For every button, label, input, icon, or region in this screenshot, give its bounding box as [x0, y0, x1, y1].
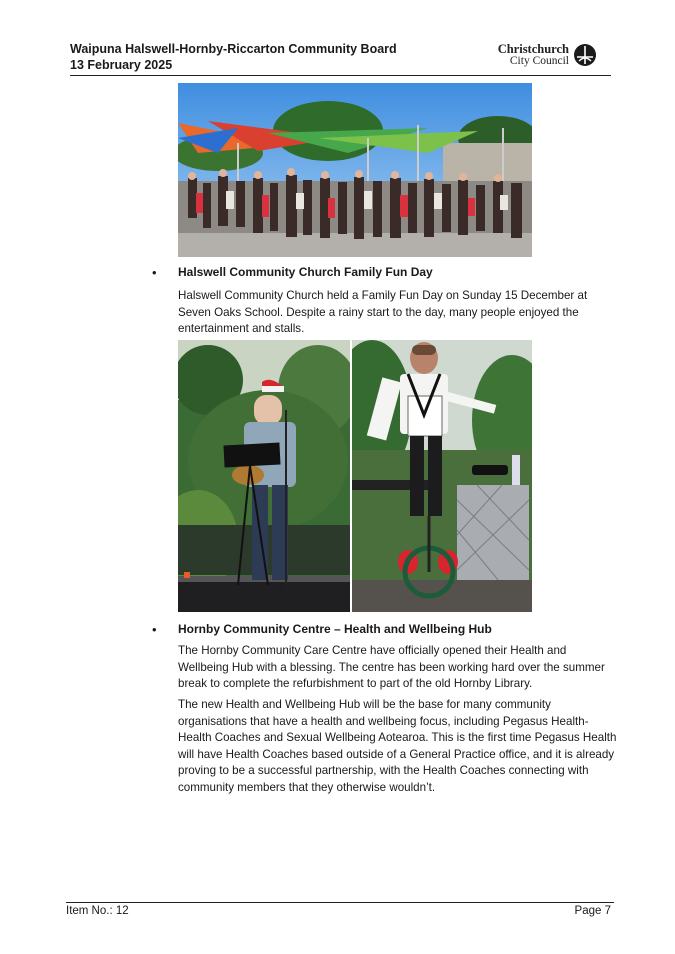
page-footer [66, 902, 614, 918]
unicycle-performer-photo [352, 340, 532, 612]
logo-line-2: City Council [509, 55, 569, 67]
item-number: Item No.: 12 [66, 905, 129, 917]
logo-line-1: Christchurch [497, 42, 569, 56]
page-header [70, 42, 611, 76]
council-logo [489, 42, 599, 70]
section-paragraph: The Hornby Community Care Centre have officially opened their Health and Wellbeing Hub with a blessing. The centre has been working hard over the summer break to complete the refurbishment to part of the old Hornby Library. [178, 644, 605, 690]
section-paragraph: The new Health and Wellbeing Hub will be the base for many community organisations that have a health and wellbeing focus, including Pegasus Health-Health Coaches and Sexual Wellbeing Aotearoa. This is the first time Pegasus Health will have Health Coaches based outside of a General Practice office, and it is already proving to be a successful partnership, with the Health Coaches connecting with community members that they otherwise wouldn’t. [178, 698, 617, 794]
cathedral-emblem-icon [573, 43, 597, 67]
musician-performer-photo [178, 340, 350, 612]
bullet-marker: • [152, 622, 157, 637]
section-paragraph: Halswell Community Church held a Family Fun Day on Sunday 15 December at Seven Oaks School. Despite a rainy start to the day, many people enjoyed the entertainment and stalls. [178, 289, 588, 335]
section-heading: Hornby Community Centre – Health and Wellbeing Hub [178, 622, 492, 636]
board-title: Waipuna Halswell-Hornby-Riccarton Community Board [70, 42, 397, 56]
page-number: Page 7 [574, 905, 611, 917]
section-heading: Halswell Community Church Family Fun Day [178, 265, 433, 279]
bullet-marker: • [152, 265, 157, 280]
meeting-date: 13 February 2025 [70, 58, 173, 72]
family-fun-day-photo [178, 83, 532, 257]
